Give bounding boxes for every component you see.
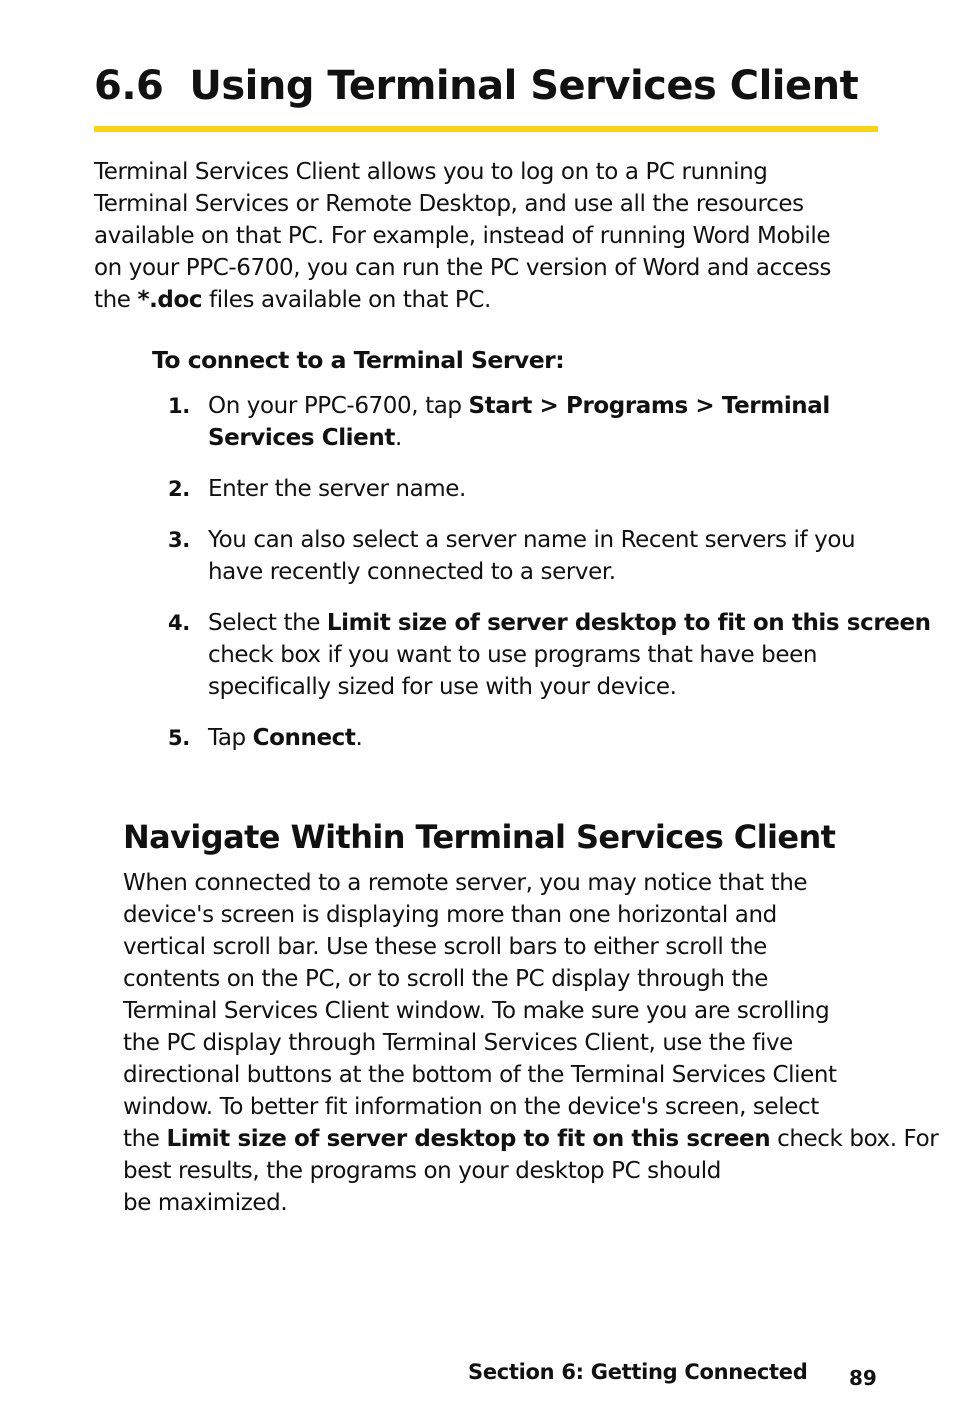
option-name: Limit size of server desktop to fit on this screen — [166, 1126, 771, 1152]
intro-line — [94, 284, 879, 316]
procedure-heading: To connect to a Terminal Server: — [152, 346, 565, 374]
navigate-line: the PC display through Terminal Services Client, use the five — [123, 1030, 793, 1056]
step-item — [168, 607, 931, 703]
step-text-part: Select the — [208, 610, 327, 636]
step-line — [208, 390, 888, 422]
step-text — [208, 607, 931, 703]
navigate-text: the — [123, 1126, 167, 1152]
navigate-line: directional buttons at the bottom of the Terminal Services Client — [123, 1062, 837, 1088]
step-line: You can also select a server name in Recent servers if you — [208, 527, 856, 553]
section-title-text: Using Terminal Services Client — [189, 63, 859, 109]
navigate-line: vertical scroll bar. Use these scroll bars to either scroll the — [123, 934, 767, 960]
step-text — [208, 722, 888, 754]
step-text-part: . — [394, 425, 402, 451]
step-line — [208, 607, 931, 639]
navigate-line: be maximized. — [123, 1190, 288, 1216]
step-text — [208, 473, 888, 505]
intro-line: Terminal Services or Remote Desktop, and use all the resources — [94, 191, 804, 217]
navigate-line: When connected to a remote server, you may notice that the — [123, 870, 808, 896]
step-text-part: On your PPC-6700, tap — [208, 393, 469, 419]
step-line: specifically sized for use with your device. — [208, 674, 677, 700]
page-number: 89 — [849, 1366, 877, 1390]
intro-paragraph — [94, 156, 879, 316]
step-item — [168, 473, 888, 505]
intro-text: the — [94, 287, 138, 313]
footer-section-label: Section 6: Getting Connected — [468, 1360, 808, 1384]
navigate-line: Terminal Services Client window. To make sure you are scrolling — [123, 998, 830, 1024]
intro-line: available on that PC. For example, instead of running Word Mobile — [94, 223, 831, 249]
button-name: Connect — [252, 725, 356, 751]
step-text — [208, 524, 888, 588]
step-line: check box if you want to use programs that have been — [208, 642, 818, 668]
navigate-line: best results, the programs on your desktop PC should — [123, 1158, 721, 1184]
navigate-line — [123, 1123, 939, 1155]
menu-path: Services Client — [208, 425, 395, 451]
navigate-paragraph — [123, 867, 939, 1219]
step-item — [168, 390, 888, 454]
step-text — [208, 390, 888, 454]
step-text-part: Tap — [208, 725, 253, 751]
step-text-part: . — [355, 725, 363, 751]
navigate-line: device's screen is displaying more than one horizontal and — [123, 902, 777, 928]
step-line: Enter the server name. — [208, 476, 466, 502]
navigate-line: contents on the PC, or to scroll the PC display through the — [123, 966, 769, 992]
menu-path: Start > Programs > Terminal — [468, 393, 830, 419]
step-number: 1. — [168, 394, 190, 418]
intro-text: files available on that PC. — [202, 287, 491, 313]
intro-line: Terminal Services Client allows you to log on to a PC running — [94, 159, 768, 185]
step-number: 4. — [168, 611, 190, 635]
navigate-text: check box. For — [770, 1126, 939, 1152]
navigate-line: window. To better fit information on the device's screen, select — [123, 1094, 819, 1120]
doc-extension: *.doc — [137, 287, 203, 313]
step-line: have recently connected to a server. — [208, 559, 616, 585]
step-line — [208, 422, 888, 454]
step-line — [208, 722, 888, 754]
title-underline-rule — [94, 126, 878, 132]
step-number: 2. — [168, 477, 190, 501]
section-title — [94, 63, 859, 109]
intro-line: on your PPC-6700, you can run the PC version of Word and access — [94, 255, 832, 281]
step-number: 5. — [168, 726, 190, 750]
step-item — [168, 722, 888, 754]
section-number: 6.6 — [94, 63, 164, 109]
procedure-steps — [168, 390, 931, 773]
navigate-heading: Navigate Within Terminal Services Client — [123, 818, 836, 856]
step-item — [168, 524, 888, 588]
option-name: Limit size of server desktop to fit on this screen — [326, 610, 931, 636]
step-number: 3. — [168, 528, 190, 552]
